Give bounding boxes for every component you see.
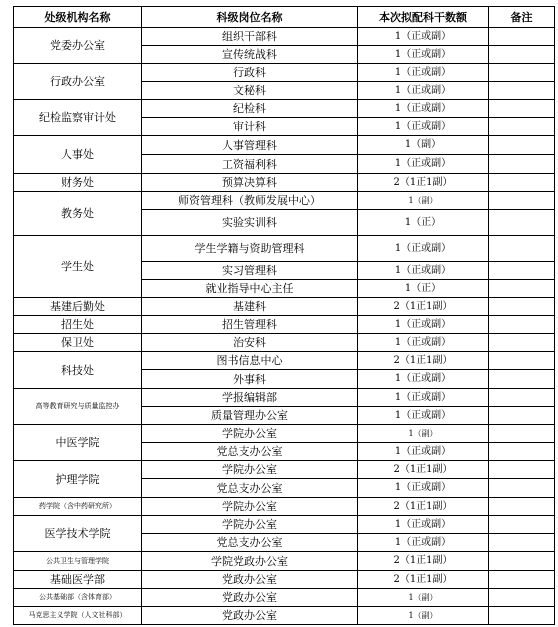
table-row (14, 571, 555, 589)
dept-name-cell: 护理学院 (14, 461, 142, 498)
table-row (14, 236, 555, 262)
position-name-cell: 文秘科 (142, 82, 358, 100)
position-name-cell: 招生管理科 (142, 316, 358, 334)
quota-count-cell: 1（正或副） (358, 64, 489, 82)
position-name-cell: 工资福利科 (142, 155, 358, 174)
note-cell (489, 516, 555, 534)
position-name-cell: 基建科 (142, 298, 358, 316)
note-cell (489, 210, 555, 236)
quota-count-cell: 1（正或副） (358, 316, 489, 334)
position-name-cell: 人事管理科 (142, 136, 358, 155)
dept-name-cell: 医学技术学院 (14, 516, 142, 552)
quota-count-cell: 1（正或副） (358, 370, 489, 389)
quota-count-cell: 2（1正1副） (358, 174, 489, 192)
table-row (14, 552, 555, 571)
position-name-cell: 学报编辑部 (142, 389, 358, 407)
note-cell (489, 64, 555, 82)
dept-name-cell: 教务处 (14, 192, 142, 236)
position-name-cell: 党政办公室 (142, 571, 358, 589)
position-name-cell: 行政科 (142, 64, 358, 82)
note-cell (489, 589, 555, 607)
quota-count-cell: 1（副） (358, 192, 489, 210)
post-allocation-table (13, 6, 555, 625)
position-name-cell: 预算决算科 (142, 174, 358, 192)
position-name-cell: 图书信息中心 (142, 352, 358, 370)
note-cell (489, 82, 555, 100)
note-cell (489, 425, 555, 443)
quota-count-cell: 1（正或副） (358, 262, 489, 280)
quota-count-cell: 2（1正1副） (358, 498, 489, 516)
dept-name-cell: 财务处 (14, 174, 142, 192)
quota-count-cell: 1（正或副） (358, 118, 489, 136)
quota-count-cell: 1（正或副） (358, 516, 489, 534)
table-body (14, 28, 555, 625)
quota-count-cell: 1（正或副） (358, 100, 489, 118)
table-row (14, 461, 555, 479)
dept-name-cell: 学生处 (14, 236, 142, 298)
note-cell (489, 479, 555, 498)
note-cell (489, 262, 555, 280)
position-name-cell: 质量管理办公室 (142, 407, 358, 425)
table-row (14, 389, 555, 407)
note-cell (489, 407, 555, 425)
note-cell (489, 236, 555, 262)
note-cell (489, 443, 555, 461)
quota-count-cell: 1（正） (358, 210, 489, 236)
quota-count-cell: 1（正） (358, 280, 489, 298)
table-row (14, 298, 555, 316)
dept-name-cell: 基础医学部 (14, 571, 142, 589)
header-row (14, 7, 555, 28)
quota-count-cell: 1（正或副） (358, 479, 489, 498)
position-name-cell: 学生学籍与资助管理科 (142, 236, 358, 262)
dept-name-cell: 招生处 (14, 316, 142, 334)
position-name-cell: 实验实训科 (142, 210, 358, 236)
note-cell (489, 46, 555, 64)
quota-count-cell: 1（正或副） (358, 82, 489, 100)
note-cell (489, 461, 555, 479)
header-dept: 处级机构名称 (14, 7, 142, 28)
note-cell (489, 389, 555, 407)
position-name-cell: 党政办公室 (142, 589, 358, 607)
quota-count-cell: 1（副） (358, 607, 489, 625)
quota-count-cell: 1（正或副） (358, 334, 489, 352)
position-name-cell: 学院办公室 (142, 461, 358, 479)
position-name-cell: 外事科 (142, 370, 358, 389)
dept-name-cell: 马克思主义学院（人文社科部） (14, 607, 142, 625)
dept-name-cell: 高等教育研究与质量监控办 (14, 389, 142, 425)
quota-count-cell: 1（副） (358, 425, 489, 443)
position-name-cell: 党总支办公室 (142, 479, 358, 498)
note-cell (489, 571, 555, 589)
dept-name-cell: 党委办公室 (14, 28, 142, 64)
dept-name-cell: 公共基础部（含体育部） (14, 589, 142, 607)
position-name-cell: 师资管理科（教师发展中心） (142, 192, 358, 210)
header-position: 科级岗位名称 (142, 7, 358, 28)
position-name-cell: 纪检科 (142, 100, 358, 118)
position-name-cell: 学院办公室 (142, 516, 358, 534)
position-name-cell: 组织干部科 (142, 28, 358, 46)
table-row (14, 516, 555, 534)
dept-name-cell: 保卫处 (14, 334, 142, 352)
note-cell (489, 298, 555, 316)
note-cell (489, 174, 555, 192)
header-note: 备注 (489, 7, 555, 28)
note-cell (489, 155, 555, 174)
position-name-cell: 宣传统战科 (142, 46, 358, 64)
table-row (14, 607, 555, 625)
dept-name-cell: 科技处 (14, 352, 142, 389)
table-row (14, 136, 555, 155)
position-name-cell: 治安科 (142, 334, 358, 352)
note-cell (489, 552, 555, 571)
quota-count-cell: 1（正或副） (358, 236, 489, 262)
note-cell (489, 100, 555, 118)
position-name-cell: 学院党政办公室 (142, 552, 358, 571)
dept-name-cell: 基建后勤处 (14, 298, 142, 316)
position-name-cell: 党总支办公室 (142, 534, 358, 552)
quota-count-cell: 2（1正1副） (358, 352, 489, 370)
note-cell (489, 118, 555, 136)
dept-name-cell: 药学院（含中药研究所） (14, 498, 142, 516)
quota-count-cell: 2（1正1副） (358, 298, 489, 316)
quota-count-cell: 2（1正1副） (358, 552, 489, 571)
dept-name-cell: 行政办公室 (14, 64, 142, 100)
quota-count-cell: 2（1正1副） (358, 571, 489, 589)
note-cell (489, 28, 555, 46)
position-name-cell: 就业指导中心主任 (142, 280, 358, 298)
note-cell (489, 534, 555, 552)
quota-count-cell: 1（副） (358, 136, 489, 155)
quota-count-cell: 1（正或副） (358, 534, 489, 552)
quota-count-cell: 1（正或副） (358, 389, 489, 407)
dept-name-cell: 公共卫生与管理学院 (14, 552, 142, 571)
table-row (14, 64, 555, 82)
table-row (14, 174, 555, 192)
position-name-cell: 学院办公室 (142, 498, 358, 516)
table-row (14, 28, 555, 46)
header-count: 本次拟配科干数额 (358, 7, 489, 28)
table-row (14, 589, 555, 607)
table-row (14, 352, 555, 370)
note-cell (489, 280, 555, 298)
quota-count-cell: 1（正或副） (358, 443, 489, 461)
quota-count-cell: 1（副） (358, 589, 489, 607)
note-cell (489, 316, 555, 334)
dept-name-cell: 纪检监察审计处 (14, 100, 142, 136)
note-cell (489, 334, 555, 352)
table-row (14, 192, 555, 210)
quota-count-cell: 1（正或副） (358, 28, 489, 46)
table-row (14, 100, 555, 118)
quota-count-cell: 1（正或副） (358, 155, 489, 174)
dept-name-cell: 中医学院 (14, 425, 142, 461)
position-name-cell: 实习管理科 (142, 262, 358, 280)
table-row (14, 334, 555, 352)
note-cell (489, 498, 555, 516)
note-cell (489, 370, 555, 389)
note-cell (489, 136, 555, 155)
note-cell (489, 352, 555, 370)
table-row (14, 316, 555, 334)
quota-count-cell: 1（正或副） (358, 407, 489, 425)
position-name-cell: 审计科 (142, 118, 358, 136)
note-cell (489, 607, 555, 625)
position-name-cell: 党政办公室 (142, 607, 358, 625)
quota-count-cell: 1（正或副） (358, 46, 489, 64)
note-cell (489, 192, 555, 210)
table-row (14, 498, 555, 516)
quota-count-cell: 2（1正1副） (358, 461, 489, 479)
position-name-cell: 学院办公室 (142, 425, 358, 443)
table-row (14, 425, 555, 443)
dept-name-cell: 人事处 (14, 136, 142, 174)
position-name-cell: 党总支办公室 (142, 443, 358, 461)
